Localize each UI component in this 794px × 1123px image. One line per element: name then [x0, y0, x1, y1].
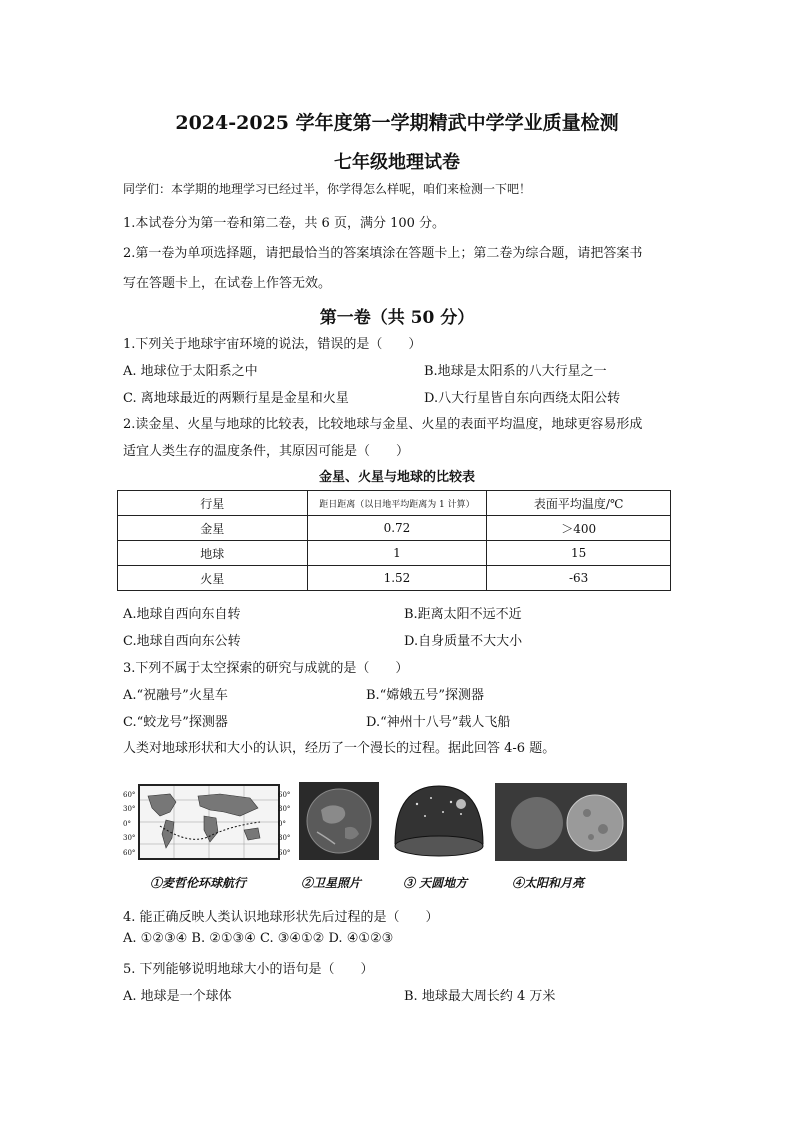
q1-option-d: D.八大行星皆自东向西绕太阳公转 — [424, 391, 621, 406]
map-lat-tick: 60° — [278, 848, 291, 857]
intro-greeting: 同学们：本学期的地理学习已经过半，你学得怎么样呢，咱们来检测一下吧！ — [123, 182, 532, 196]
q2-option-a: A.地球自西向东自转 — [123, 607, 241, 622]
q4-stem: 4. 能正确反映人类认识地球形状先后过程的是（ ） — [123, 910, 439, 925]
table-header-cell: 行星 — [118, 491, 308, 516]
table-cell: 1 — [307, 541, 487, 566]
q3-option-c: C.“蛟龙号”探测器 — [123, 715, 228, 730]
map-lat-tick: 30° — [278, 834, 291, 843]
intro-note-2-line2: 写在答题卡上，在试卷上作答无效。 — [123, 276, 332, 291]
table-cell: 金星 — [118, 516, 308, 541]
q5-stem: 5. 下列能够说明地球大小的语句是（ ） — [123, 962, 374, 977]
sun-and-moon-figure — [495, 783, 627, 861]
exam-title: 2024-2025 学年度第一学期精武中学学业质量检测 — [175, 112, 619, 134]
satellite-photo-figure — [299, 782, 379, 860]
table-row — [118, 516, 671, 541]
table-cell: 1.52 — [307, 566, 487, 591]
comparison-table — [117, 490, 671, 591]
map-lat-tick: 0° — [123, 819, 131, 828]
map-lat-tick: 30° — [278, 805, 291, 814]
table-cell: ＞400 — [487, 516, 671, 541]
map-lat-tick: 0° — [278, 819, 286, 828]
figure-caption-2: ②卫星照片 — [301, 876, 362, 890]
satellite-earth-image — [299, 782, 379, 860]
exam-subtitle: 七年级地理试卷 — [334, 152, 460, 173]
table-header-cell: 表面平均温度/℃ — [487, 491, 671, 516]
table-row — [118, 566, 671, 591]
map-lat-tick: 30° — [123, 805, 136, 814]
q3-option-b: B.“嫦娥五号”探测器 — [366, 688, 484, 703]
q2-option-d: D.自身质量不大大小 — [404, 634, 523, 649]
q2-option-c: C.地球自西向东公转 — [123, 634, 241, 649]
q5-option-a: A. 地球是一个球体 — [123, 989, 232, 1004]
table-cell: -63 — [487, 566, 671, 591]
sun-moon-image — [495, 783, 627, 861]
figure-caption-1: ①麦哲伦环球航行 — [150, 876, 247, 890]
map-lat-tick: 60° — [123, 791, 136, 799]
section-title: 第一卷（共 50 分） — [319, 308, 475, 328]
map-lat-tick: 30° — [123, 834, 136, 843]
map-lat-tick: 60° — [123, 848, 136, 857]
world-map-image — [140, 786, 278, 858]
table-cell: 火星 — [118, 566, 308, 591]
intro-note-2-line1: 2.第一卷为单项选择题，请把最恰当的答案填涂在答题卡上；第二卷为综合题，请把答案书 — [123, 246, 643, 261]
group-4-6-intro: 人类对地球形状和大小的认识，经历了一个漫长的过程。据此回答 4-6 题。 — [123, 741, 556, 756]
q2-stem-line2: 适宜人类生存的温度条件，其原因可能是（ ） — [123, 444, 410, 459]
q1-option-b: B.地球是太阳系的八大行星之一 — [424, 364, 607, 379]
q1-option-a: A. 地球位于太阳系之中 — [123, 364, 258, 379]
q1-option-c: C. 离地球最近的两颗行星是金星和火星 — [123, 391, 349, 406]
table-header-row — [118, 491, 671, 516]
table-row — [118, 541, 671, 566]
intro-note-1: 1.本试卷分为第一卷和第二卷，共 6 页，满分 100 分。 — [123, 216, 446, 231]
map-lat-tick: 60° — [278, 791, 291, 799]
table-cell: 15 — [487, 541, 671, 566]
table-cell: 0.72 — [307, 516, 487, 541]
dome-sky-image — [391, 782, 487, 862]
table-caption: 金星、火星与地球的比较表 — [318, 470, 475, 485]
table-header-cell: 距日距离（以日地平均距离为 1 计算） — [307, 491, 487, 516]
q4-options: A. ①②③④ B. ②①③④ C. ③④①② D. ④①②③ — [123, 931, 394, 946]
table-cell: 地球 — [118, 541, 308, 566]
q5-option-b: B. 地球最大周长约 4 万米 — [404, 989, 556, 1004]
q2-stem-line1: 2.读金星、火星与地球的比较表，比较地球与金星、火星的表面平均温度，地球更容易形成 — [123, 417, 643, 432]
q2-option-b: B.距离太阳不远不近 — [404, 607, 522, 622]
map-right-ticks — [278, 788, 294, 860]
figure-caption-4: ④太阳和月亮 — [512, 876, 585, 890]
q3-option-a: A.“祝融号”火星车 — [123, 688, 228, 703]
round-sky-square-earth-figure — [391, 782, 487, 862]
figure-caption-3: ③ 天圆地方 — [403, 876, 468, 890]
q3-stem: 3.下列不属于太空探索的研究与成就的是（ ） — [123, 661, 409, 676]
world-map-figure — [138, 784, 280, 860]
q3-option-d: D.“神州十八号”载人飞船 — [366, 715, 511, 730]
q1-stem: 1.下列关于地球宇宙环境的说法，错误的是（ ） — [123, 337, 422, 352]
